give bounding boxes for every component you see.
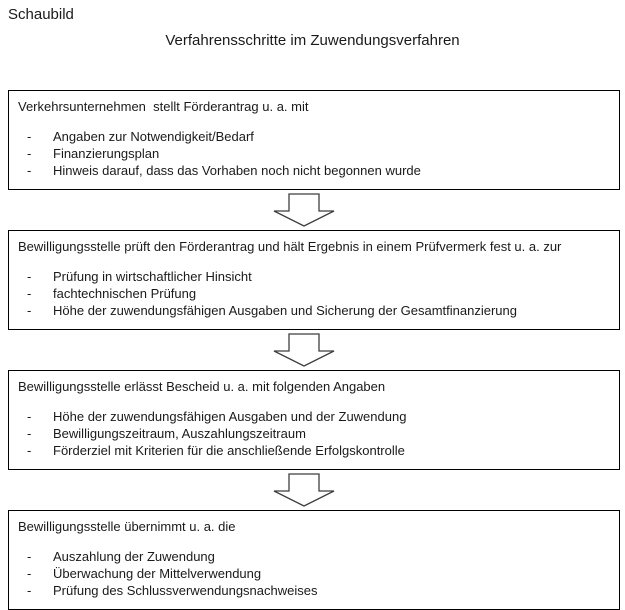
box-header: Bewilligungsstelle übernimmt u. a. die	[18, 519, 236, 534]
bullet-dash: -	[27, 566, 32, 581]
down-arrow-icon	[0, 333, 610, 367]
flow-box-abwicklung	[8, 510, 620, 610]
down-arrow-icon	[0, 473, 610, 507]
list-item	[18, 285, 609, 302]
bullet-dash: -	[27, 409, 32, 424]
bullet-text: fachtechnischen Prüfung	[53, 286, 197, 301]
flow-box-foerderantrag	[8, 90, 620, 190]
bullet-dash: -	[27, 146, 32, 161]
bullet-text: Prüfung des Schlussverwendungsnachweises	[53, 583, 318, 598]
bullet-dash: -	[27, 286, 32, 301]
flow-box-bescheid	[8, 370, 620, 470]
list-item	[18, 548, 609, 565]
down-arrow-icon	[0, 193, 610, 227]
box-header: Verkehrsunternehmen stellt Förderantrag u. a. mit	[18, 99, 309, 114]
bullet-text: Bewilligungszeitraum, Auszahlungszeitraum	[53, 426, 306, 441]
list-item	[18, 268, 609, 285]
page-title: Verfahrensschritte im Zuwendungsverfahren	[165, 32, 460, 49]
bullet-dash: -	[27, 129, 32, 144]
flowchart	[8, 90, 620, 610]
box-header: Bewilligungsstelle erlässt Bescheid u. a. mit folgenden Angaben	[18, 379, 386, 394]
bullet-dash: -	[27, 163, 32, 178]
list-item	[18, 582, 609, 599]
bullet-dash: -	[27, 269, 32, 284]
list-item	[18, 425, 609, 442]
bullet-text: Prüfung in wirtschaftlicher Hinsicht	[53, 269, 252, 284]
bullet-text: Hinweis darauf, dass das Vorhaben noch nicht begonnen wurde	[53, 163, 421, 178]
list-item	[18, 162, 609, 179]
bullet-text: Höhe der zuwendungsfähigen Ausgaben und der Zuwendung	[53, 409, 407, 424]
box-header: Bewilligungsstelle prüft den Förderantrag und hält Ergebnis in einem Prüfvermerk fest u. a. zur	[18, 239, 562, 254]
bullet-dash: -	[27, 583, 32, 598]
bullet-text: Förderziel mit Kriterien für die anschließende Erfolgskontrolle	[53, 443, 405, 458]
bullet-dash: -	[27, 426, 32, 441]
bullet-dash: -	[27, 443, 32, 458]
bullet-text: Überwachung der Mittelverwendung	[53, 566, 262, 581]
bullet-text: Angaben zur Notwendigkeit/Bedarf	[53, 129, 254, 144]
list-item	[18, 565, 609, 582]
bullet-text: Auszahlung der Zuwendung	[53, 549, 215, 564]
list-item	[18, 145, 609, 162]
bullet-dash: -	[27, 549, 32, 564]
list-item	[18, 302, 609, 319]
list-item	[18, 128, 609, 145]
bullet-dash: -	[27, 303, 32, 318]
list-item	[18, 408, 609, 425]
bullet-text: Finanzierungsplan	[53, 146, 160, 161]
doc-label: Schaubild	[8, 6, 74, 23]
flow-box-pruefung	[8, 230, 620, 330]
bullet-text: Höhe der zuwendungsfähigen Ausgaben und Sicherung der Gesamtfinanzierung	[53, 303, 517, 318]
list-item	[18, 442, 609, 459]
